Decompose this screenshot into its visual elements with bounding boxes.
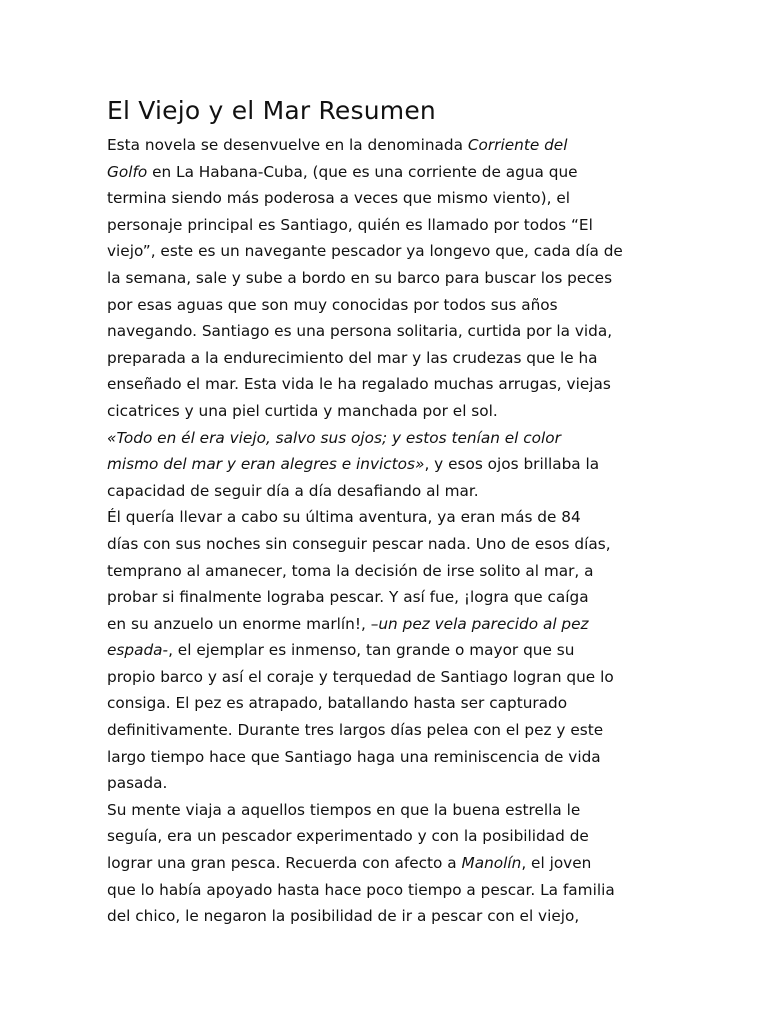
text-line [107,292,667,319]
text-segment: en La Habana-Cuba, (que es una corriente de agua que [147,162,578,181]
text-line [107,504,667,531]
text-line [107,425,667,452]
text-segment: Su mente viaja a aquellos tiempos en que la buena estrella le [107,800,581,819]
text-segment: que lo había apoyado hasta hace poco tiempo a pescar. La familia [107,880,615,899]
text-segment: en su anzuelo un enorme marlín!, – [107,614,379,633]
text-line [107,664,667,691]
text-line [107,690,667,717]
italic-text-segment: mismo del mar y eran alegres e invictos» [107,455,425,474]
text-line [107,637,667,664]
text-line [107,611,667,638]
text-segment: , y esos ojos brillaba la [424,455,600,474]
italic-text-segment: Manolín [461,854,522,873]
text-line [107,770,667,797]
text-line [107,238,667,265]
text-segment: días con sus noches sin conseguir pescar nada. Uno de esos días, [107,534,611,553]
text-line [107,159,667,186]
text-segment: probar si finalmente lograba pescar. Y así fue, ¡logra que caíga [107,588,589,607]
text-segment: preparada a la endurecimiento del mar y las crudezas que le ha [107,348,598,367]
text-line [107,744,667,771]
text-line [107,877,667,904]
document-title: El Viejo y el Mar Resumen [107,96,436,125]
text-line [107,185,667,212]
text-segment: capacidad de seguir día a día desafiando al mar. [107,481,479,500]
text-line [107,823,667,850]
text-segment: Esta novela se desenvuelve en la denominada [107,136,468,154]
italic-text-segment: Golfo [107,162,148,181]
italic-text-segment: un pez vela parecido al pez [378,614,589,633]
text-line [107,265,667,292]
text-segment: Él quería llevar a cabo su última aventura, ya eran más de 84 [107,508,581,527]
text-segment: seguía, era un pescador experimentado y con la posibilidad de [107,827,589,846]
text-segment: temprano al amanecer, toma la decisión de irse solito al mar, a [107,561,594,580]
text-segment: navegando. Santiago es una persona solitaria, curtida por la vida, [107,322,613,341]
text-line [107,398,667,425]
text-segment: , el joven [521,854,592,873]
text-line [107,797,667,824]
text-line [107,584,667,611]
text-segment: cicatrices y una piel curtida y manchada por el sol. [107,401,498,420]
text-line [107,850,667,877]
text-segment: largo tiempo hace que Santiago haga una reminiscencia de vida [107,747,601,766]
italic-text-segment: Corriente del [467,136,568,154]
text-line [107,717,667,744]
text-segment: consiga. El pez es atrapado, batallando hasta ser capturado [107,694,568,713]
document-body [107,132,667,930]
text-segment: viejo”, este es un navegante pescador ya longevo que, cada día de [107,242,623,261]
text-line [107,212,667,239]
italic-text-segment: espada- [107,641,169,660]
text-line [107,132,667,159]
text-line [107,531,667,558]
text-segment: lograr una gran pesca. Recuerda con afecto a [107,854,462,873]
text-line [107,451,667,478]
text-line [107,478,667,505]
text-segment: pasada. [107,774,168,793]
text-segment: por esas aguas que son muy conocidas por todos sus años [107,295,558,314]
text-segment: , el ejemplar es inmenso, tan grande o mayor que su [168,641,575,660]
text-segment: definitivamente. Durante tres largos días pelea con el pez y este [107,721,604,740]
italic-text-segment: «Todo en él era viejo, salvo sus ojos; y estos tenían el color [107,428,561,447]
document-content [107,92,667,930]
text-line [107,318,667,345]
text-segment: termina siendo más poderosa a veces que mismo viento), el [107,189,570,208]
text-line [107,371,667,398]
text-line [107,558,667,585]
text-segment: del chico, le negaron la posibilidad de ir a pescar con el viejo, [107,907,580,926]
text-segment: enseñado el mar. Esta vida le ha regalado muchas arrugas, viejas [107,375,611,394]
text-line [107,903,667,930]
text-segment: propio barco y así el coraje y terquedad de Santiago logran que lo [107,667,614,686]
text-line [107,345,667,372]
text-segment: la semana, sale y sube a bordo en su barco para buscar los peces [107,268,613,287]
text-segment: personaje principal es Santiago, quién es llamado por todos “El [107,215,593,234]
